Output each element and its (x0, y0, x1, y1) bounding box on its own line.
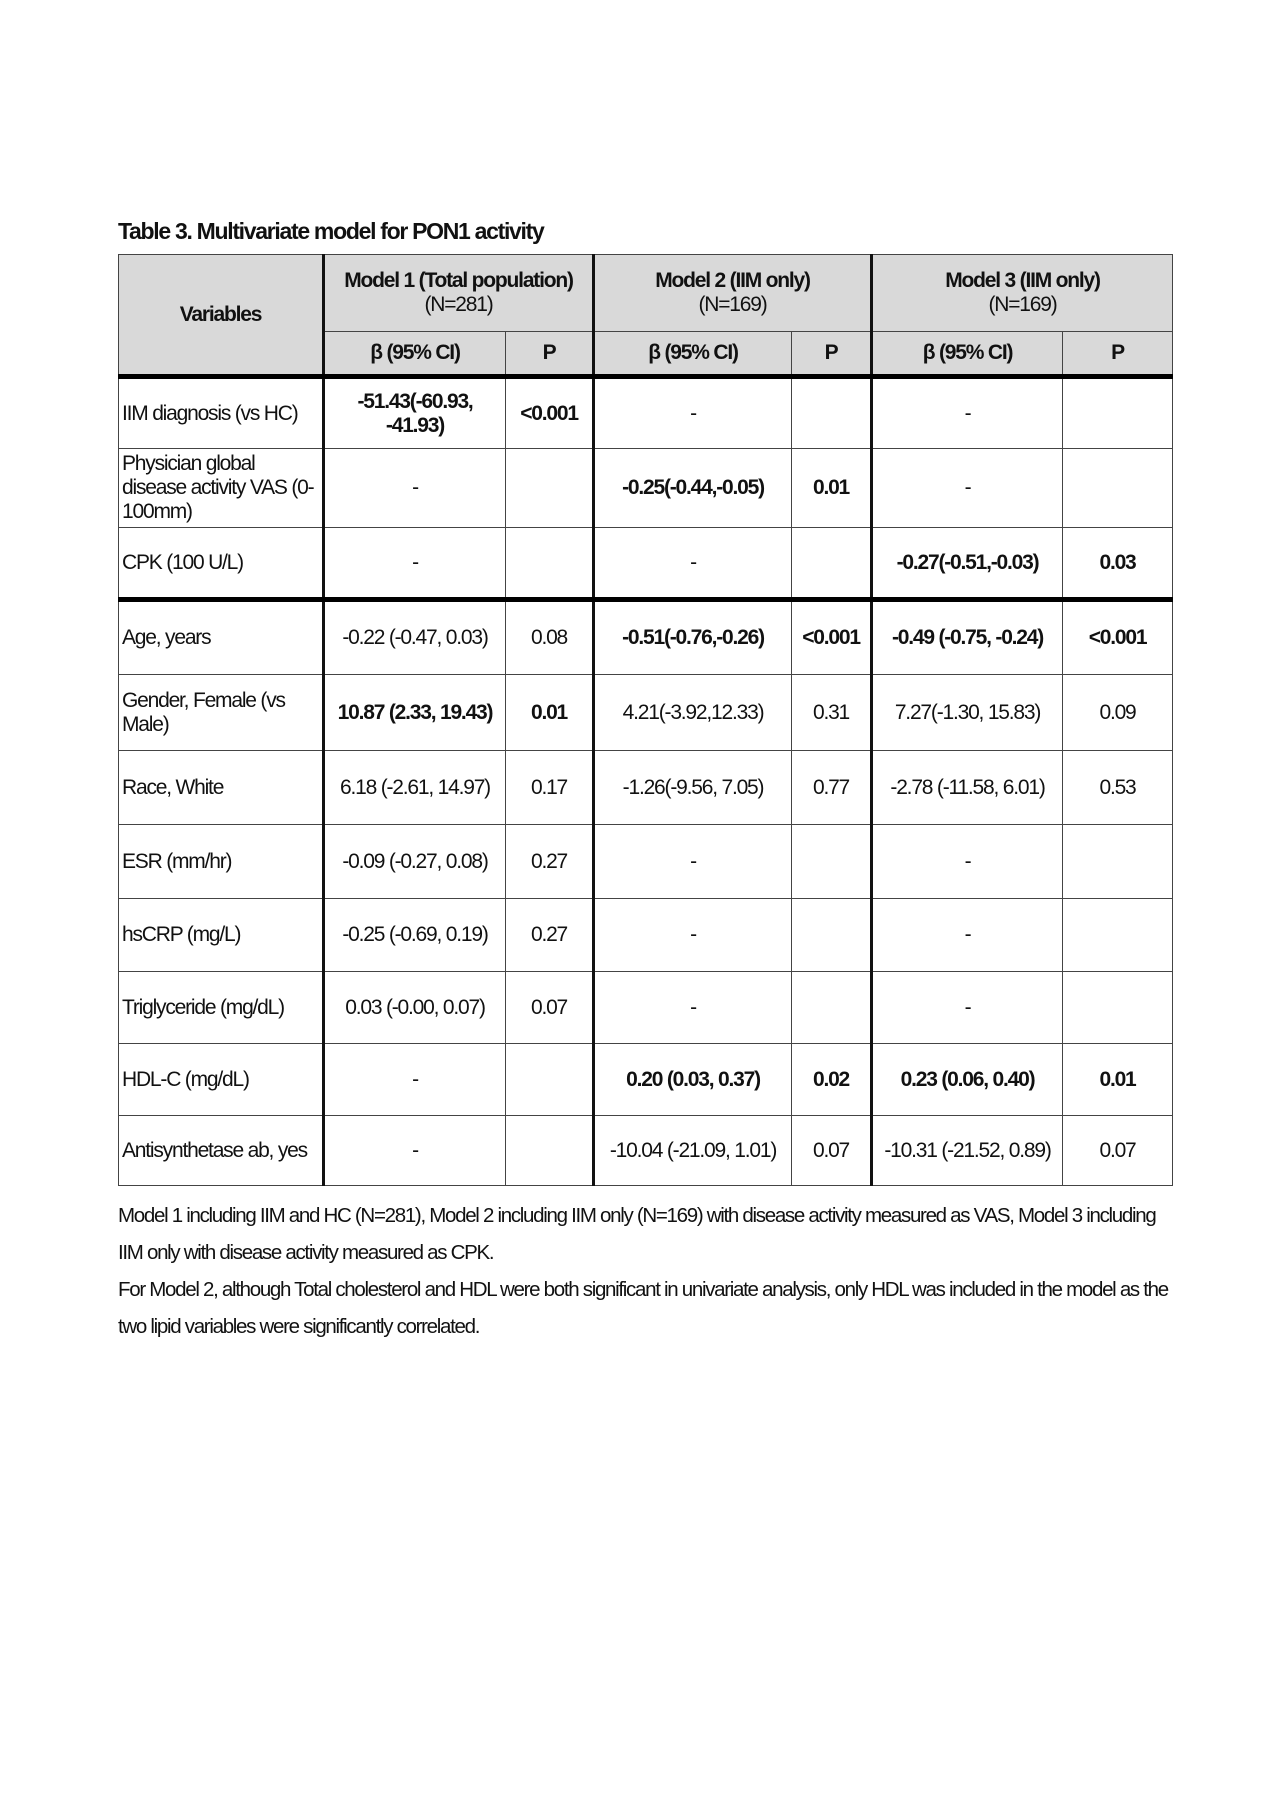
row-label: ESR (mm/hr) (119, 825, 324, 899)
footnote: Model 1 including IIM and HC (N=281), Model 2 including IIM only (N=169) with disease activity measured as VAS, Model 3 including IIM only with disease activity measured as CPK. (118, 1204, 1156, 1264)
table-title: Table 3. Multivariate model for PON1 activity (118, 218, 544, 244)
beta-cell: - (872, 825, 1063, 899)
p-cell (792, 377, 872, 449)
beta-cell: -0.25 (-0.69, 0.19) (324, 899, 506, 972)
p-cell: 0.01 (1063, 1044, 1173, 1116)
beta-cell: - (324, 1044, 506, 1116)
beta-cell: - (872, 972, 1063, 1044)
table-row (119, 449, 1173, 528)
p-cell: <0.001 (1063, 600, 1173, 675)
row-label: CPK (100 U/L) (119, 528, 324, 600)
p-cell: 0.17 (506, 751, 594, 825)
table-row (119, 972, 1173, 1044)
footnotes (118, 1197, 1178, 1345)
table-row (119, 528, 1173, 600)
p-cell: 0.77 (792, 751, 872, 825)
beta-cell: 6.18 (-2.61, 14.97) (324, 751, 506, 825)
row-label: Antisynthetase ab, yes (119, 1116, 324, 1186)
beta-cell: -10.31 (-21.52, 0.89) (872, 1116, 1063, 1186)
p-cell (506, 1116, 594, 1186)
row-label: HDL-C (mg/dL) (119, 1044, 324, 1116)
beta-cell: -2.78 (-11.58, 6.01) (872, 751, 1063, 825)
row-label: Race, White (119, 751, 324, 825)
p-cell: <0.001 (506, 377, 594, 449)
p-cell (1063, 449, 1173, 528)
beta-cell: - (594, 825, 792, 899)
p-cell (1063, 972, 1173, 1044)
table-row (119, 675, 1173, 751)
p-cell: 0.07 (1063, 1116, 1173, 1186)
results-table (118, 254, 1173, 1186)
p-cell (506, 449, 594, 528)
row-label: Age, years (119, 600, 324, 675)
p-cell (506, 1044, 594, 1116)
table-row (119, 1116, 1173, 1186)
p-cell (1063, 899, 1173, 972)
beta-cell: -0.25(-0.44,-0.05) (594, 449, 792, 528)
p-cell: 0.01 (506, 675, 594, 751)
table-row (119, 1044, 1173, 1116)
beta-cell: - (594, 972, 792, 1044)
beta-cell: -0.49 (-0.75, -0.24) (872, 600, 1063, 675)
p-cell: 0.01 (792, 449, 872, 528)
beta-cell: -0.09 (-0.27, 0.08) (324, 825, 506, 899)
p-cell (1063, 825, 1173, 899)
p-cell: 0.08 (506, 600, 594, 675)
p-cell: 0.31 (792, 675, 872, 751)
row-label: Gender, Female (vs Male) (119, 675, 324, 751)
footnote: For Model 2, although Total cholesterol and HDL were both significant in univariate analysis, only HDL was included in the model as the two lipid variables were significantly correlated. (118, 1278, 1168, 1338)
p-cell: 0.02 (792, 1044, 872, 1116)
p-cell (506, 528, 594, 600)
beta-cell: - (872, 449, 1063, 528)
beta-cell: - (324, 1116, 506, 1186)
beta-cell: 0.20 (0.03, 0.37) (594, 1044, 792, 1116)
beta-cell: - (324, 449, 506, 528)
beta-cell: -10.04 (-21.09, 1.01) (594, 1116, 792, 1186)
header-model-3: Model 3 (IIM only) (N=169) (872, 255, 1173, 332)
p-cell (792, 972, 872, 1044)
p-cell (792, 825, 872, 899)
beta-cell: 0.23 (0.06, 0.40) (872, 1044, 1063, 1116)
header-model-1: Model 1 (Total population) (N=281) (324, 255, 594, 332)
table-row (119, 377, 1173, 449)
p-cell: 0.07 (506, 972, 594, 1044)
header-beta: β (95% CI) (324, 332, 506, 377)
header-model-2: Model 2 (IIM only) (N=169) (594, 255, 872, 332)
table-row (119, 600, 1173, 675)
header-beta: β (95% CI) (872, 332, 1063, 377)
beta-cell: - (594, 528, 792, 600)
table-row (119, 899, 1173, 972)
beta-cell: 10.87 (2.33, 19.43) (324, 675, 506, 751)
row-label: IIM diagnosis (vs HC) (119, 377, 324, 449)
beta-cell: 7.27(-1.30, 15.83) (872, 675, 1063, 751)
row-label: hsCRP (mg/L) (119, 899, 324, 972)
p-cell: 0.27 (506, 899, 594, 972)
p-cell: 0.03 (1063, 528, 1173, 600)
beta-cell: -51.43(-60.93, -41.93) (324, 377, 506, 449)
beta-cell: 4.21(-3.92,12.33) (594, 675, 792, 751)
p-cell (792, 899, 872, 972)
p-cell: 0.07 (792, 1116, 872, 1186)
table-row (119, 751, 1173, 825)
row-label: Physician global disease activity VAS (0-100mm) (119, 449, 324, 528)
header-variables: Variables (119, 255, 324, 377)
beta-cell: - (872, 899, 1063, 972)
beta-cell: - (594, 899, 792, 972)
beta-cell: - (324, 528, 506, 600)
p-cell: 0.27 (506, 825, 594, 899)
beta-cell: -0.27(-0.51,-0.03) (872, 528, 1063, 600)
beta-cell: - (872, 377, 1063, 449)
p-cell: 0.09 (1063, 675, 1173, 751)
header-p: P (1063, 332, 1173, 377)
p-cell: <0.001 (792, 600, 872, 675)
beta-cell: - (594, 377, 792, 449)
p-cell (792, 528, 872, 600)
p-cell: 0.53 (1063, 751, 1173, 825)
beta-cell: -1.26(-9.56, 7.05) (594, 751, 792, 825)
beta-cell: -0.51(-0.76,-0.26) (594, 600, 792, 675)
header-beta: β (95% CI) (594, 332, 792, 377)
header-p: P (792, 332, 872, 377)
beta-cell: 0.03 (-0.00, 0.07) (324, 972, 506, 1044)
p-cell (1063, 377, 1173, 449)
table-row (119, 825, 1173, 899)
header-p: P (506, 332, 594, 377)
beta-cell: -0.22 (-0.47, 0.03) (324, 600, 506, 675)
row-label: Triglyceride (mg/dL) (119, 972, 324, 1044)
